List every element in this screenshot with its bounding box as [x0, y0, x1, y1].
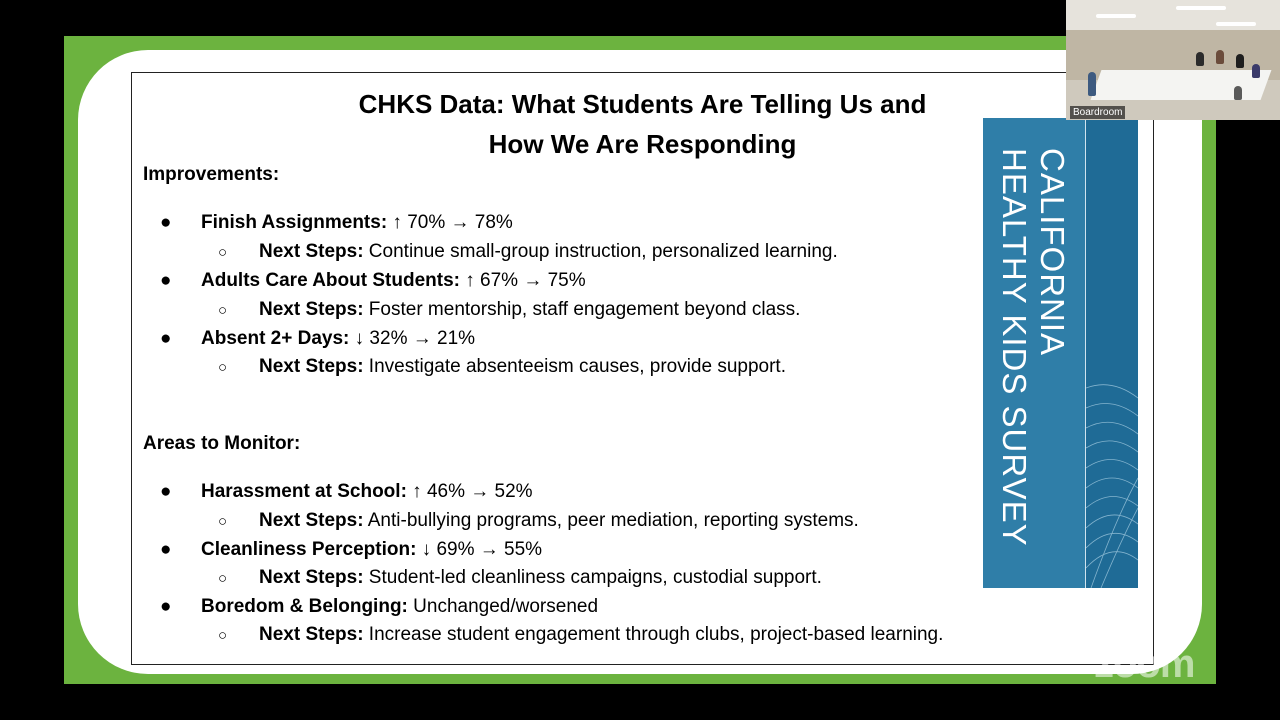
bullet-dot: ● [160, 481, 172, 502]
bullet-value: ↓ 32% → 21% [349, 328, 476, 349]
sub-bullet-item [218, 241, 838, 263]
bullet-dot: ● [160, 328, 172, 349]
slide-title-line-2: How We Are Responding [488, 129, 797, 159]
bullet-value: Unchanged/worsened [407, 596, 599, 617]
sub-bullet-circle: ○ [218, 570, 228, 587]
bullet-value: ↑ 70% → 78% [387, 212, 513, 233]
bullet-item [160, 270, 586, 292]
bullet-label: Finish Assignments: [201, 212, 388, 233]
chks-logo [983, 118, 1138, 588]
bullet-value: ↑ 46% → 52% [406, 481, 533, 502]
next-steps-label: Next Steps: [259, 356, 364, 377]
bullet-value: ↑ 67% → 75% [459, 270, 586, 291]
next-steps-label: Next Steps: [259, 241, 364, 262]
participant-video-tile[interactable] [1066, 0, 1280, 120]
bullet-label: Adults Care About Students: [201, 270, 460, 291]
bullet-item [160, 539, 542, 561]
ceiling-light [1096, 14, 1136, 18]
bullet-item [160, 328, 475, 350]
participant-figure [1236, 54, 1244, 68]
next-steps-label: Next Steps: [259, 299, 364, 320]
bullet-label: Absent 2+ Days: [201, 328, 350, 349]
participant-name-tag: Boardroom [1070, 106, 1125, 119]
next-steps-text: Student-led cleanliness campaigns, custodial support. [363, 567, 822, 588]
next-steps-label: Next Steps: [259, 510, 364, 531]
participant-figure [1088, 72, 1096, 96]
bullet-item [160, 596, 598, 618]
bullet-dot: ● [160, 270, 172, 291]
bullet-dot: ● [160, 212, 172, 233]
bullet-label: Cleanliness Perception: [201, 539, 417, 560]
next-steps-label: Next Steps: [259, 567, 364, 588]
sub-bullet-circle: ○ [218, 302, 228, 319]
next-steps-text: Investigate absenteeism causes, provide support. [363, 356, 786, 377]
bullet-item [160, 481, 533, 503]
bullet-dot: ● [160, 596, 172, 617]
sub-bullet-item [218, 510, 859, 532]
sub-bullet-item [218, 567, 822, 589]
participant-figure [1216, 50, 1224, 64]
logo-text-california: CALIFORNIA [1034, 148, 1071, 357]
next-steps-text: Increase student engagement through clubs, project-based learning. [363, 624, 944, 645]
conference-table [1091, 70, 1272, 100]
ceiling-light [1216, 22, 1256, 26]
bullet-label: Boredom & Belonging: [201, 596, 408, 617]
participant-figure [1234, 86, 1242, 100]
next-steps-text: Foster mentorship, staff engagement beyond class. [363, 299, 801, 320]
bullet-value: ↓ 69% → 55% [416, 539, 543, 560]
sub-bullet-circle: ○ [218, 244, 228, 261]
sub-bullet-item [218, 624, 943, 646]
sub-bullet-circle: ○ [218, 627, 228, 644]
bullet-label: Harassment at School: [201, 481, 407, 502]
participant-figure [1196, 52, 1204, 66]
next-steps-text: Continue small-group instruction, personalized learning. [363, 241, 838, 262]
next-steps-text: Anti-bullying programs, peer mediation, reporting systems. [363, 510, 859, 531]
bullet-item [160, 212, 513, 234]
areas-to-monitor-heading: Areas to Monitor: [143, 433, 301, 454]
slide-title-line-1: CHKS Data: What Students Are Telling Us and [358, 89, 927, 119]
logo-text-healthy-kids-survey: HEALTHY KIDS SURVEY [996, 148, 1033, 547]
participant-figure [1252, 64, 1260, 78]
bullet-dot: ● [160, 539, 172, 560]
sub-bullet-circle: ○ [218, 359, 228, 376]
sub-bullet-item [218, 299, 800, 321]
sub-bullet-circle: ○ [218, 513, 228, 530]
next-steps-label: Next Steps: [259, 624, 364, 645]
ceiling-light [1176, 6, 1226, 10]
sub-bullet-item [218, 356, 786, 378]
zoom-watermark: zoom [1094, 642, 1195, 686]
improvements-heading: Improvements: [143, 164, 280, 185]
logo-wave-lines [1086, 368, 1138, 588]
